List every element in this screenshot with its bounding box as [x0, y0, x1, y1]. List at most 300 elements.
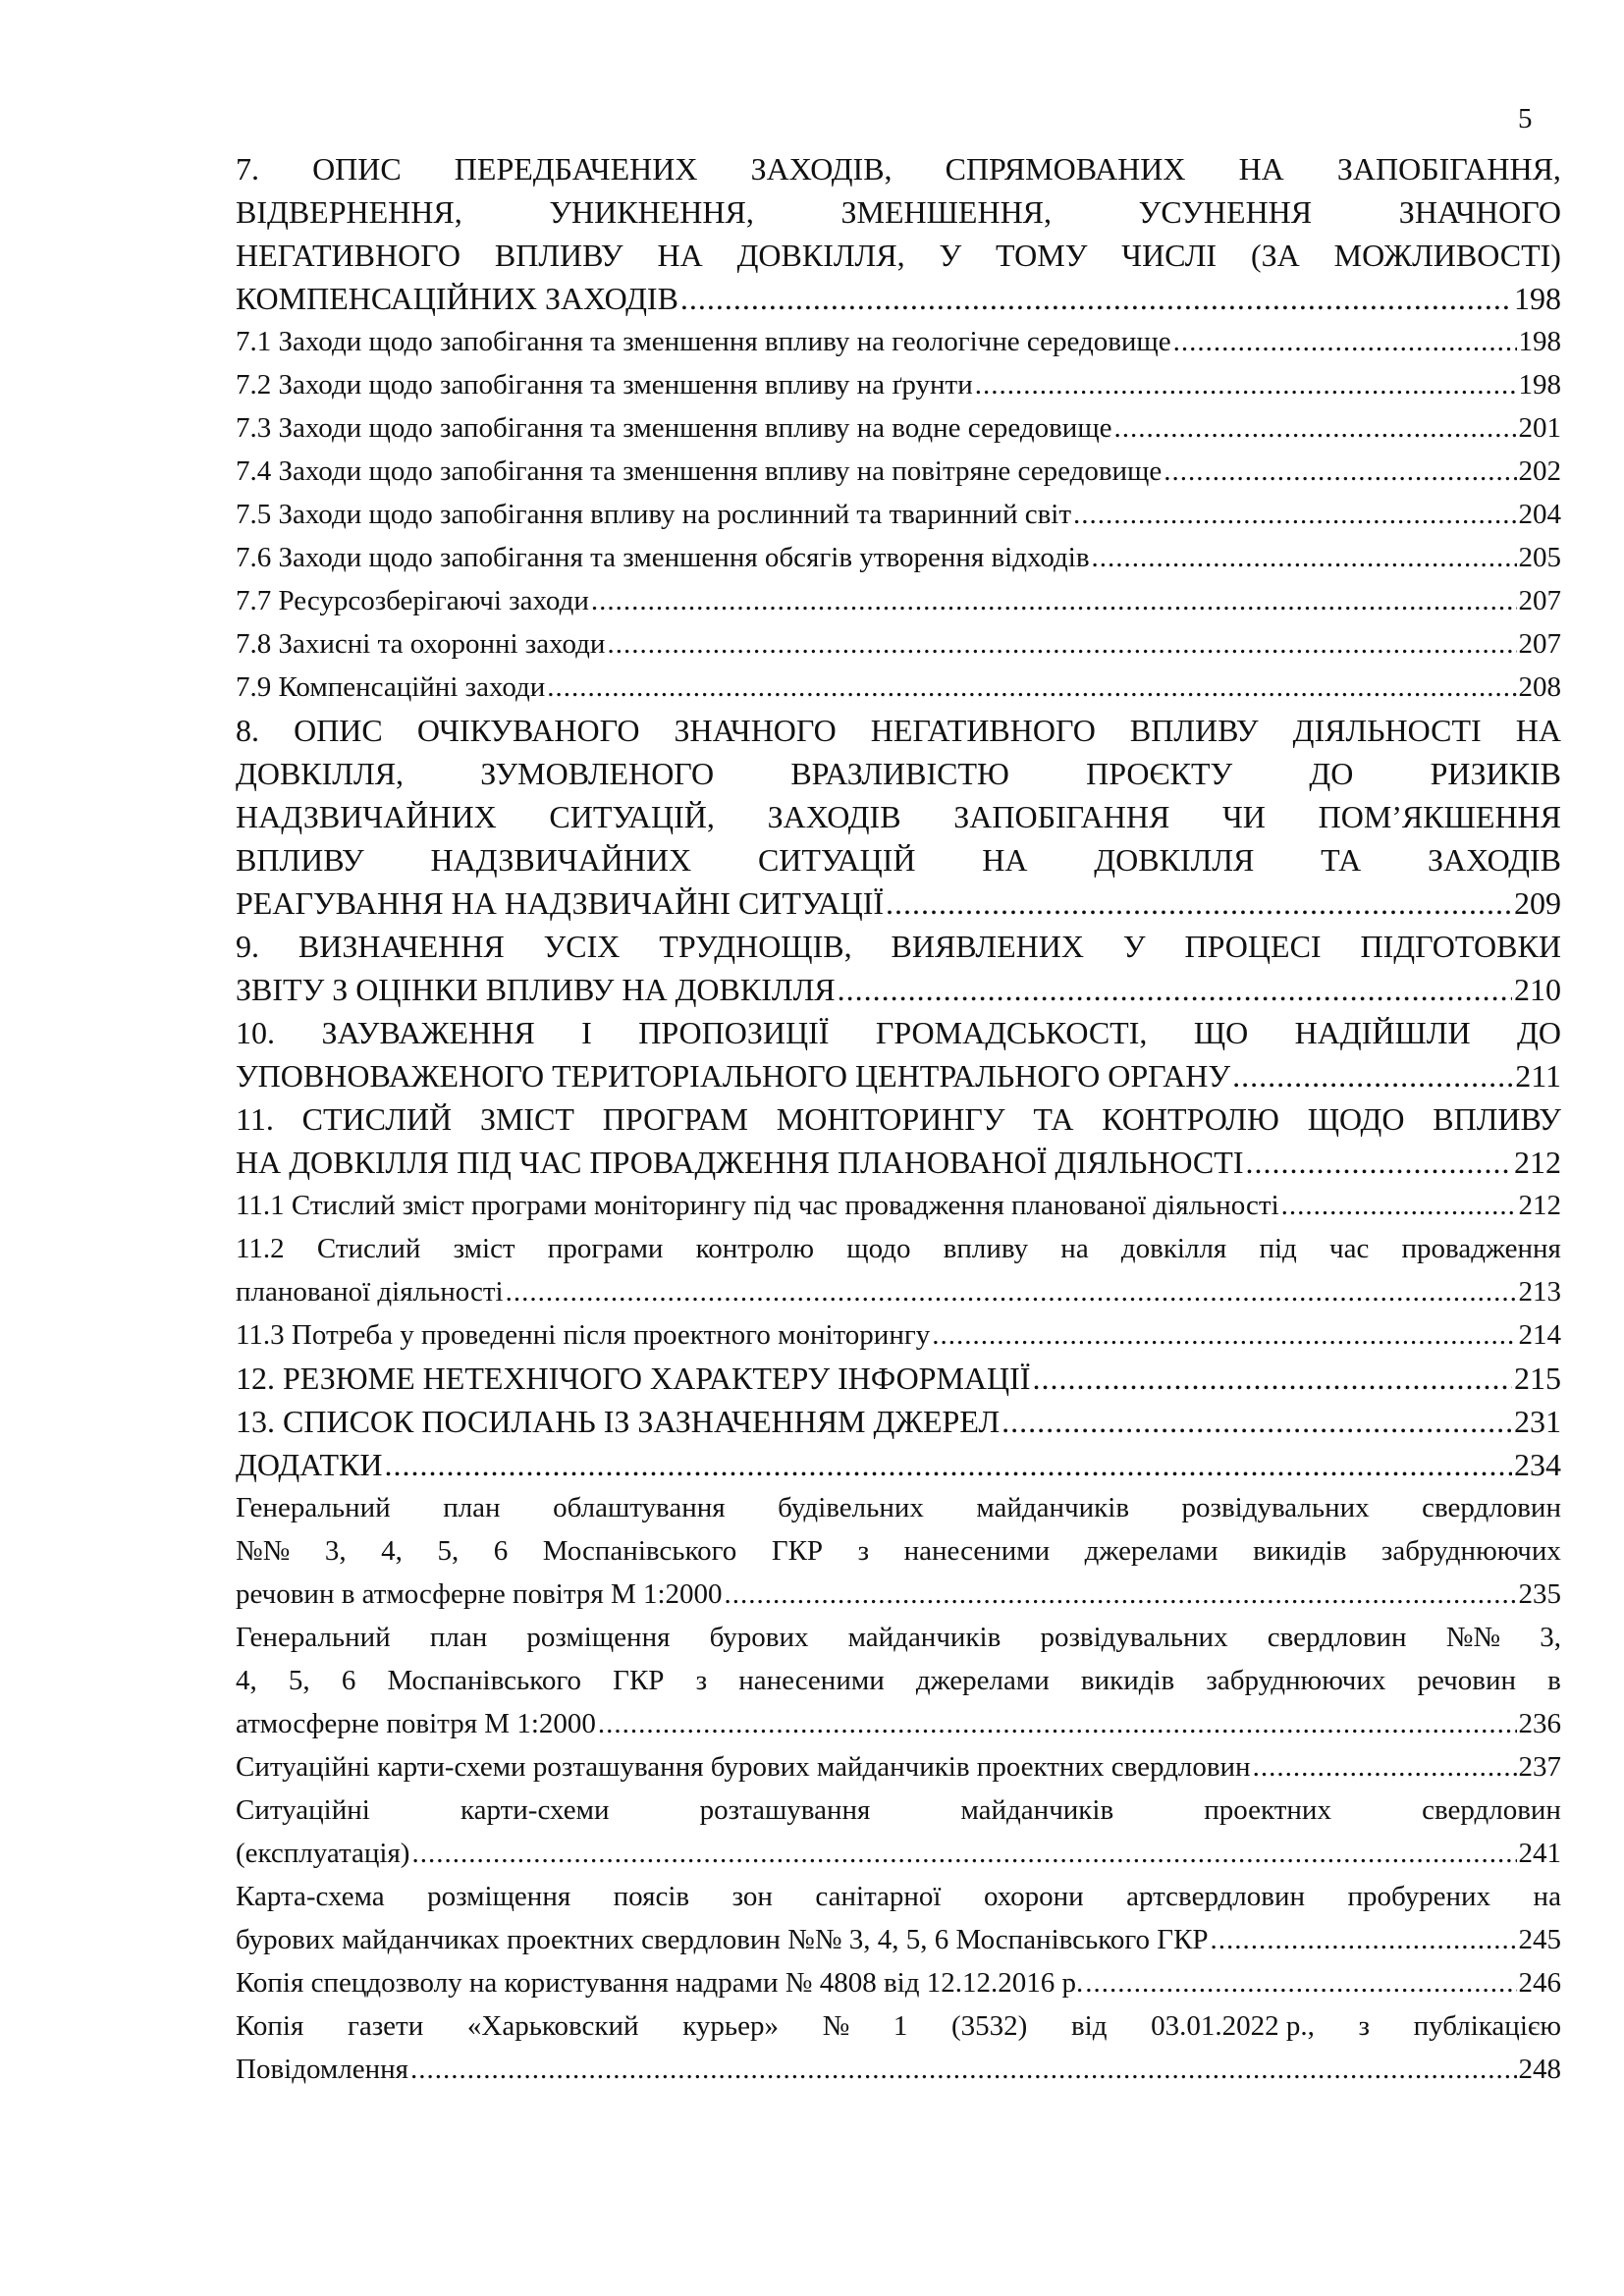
- toc-word: ЗАПОБІГАННЯ,: [1336, 151, 1561, 187]
- toc-word: СИТУАЦІЙ: [757, 842, 916, 878]
- toc-word: курьер»: [682, 2010, 779, 2042]
- dot-leader: [1092, 536, 1517, 579]
- toc-word: ПРОПОЗИЦІЇ: [638, 1015, 830, 1050]
- toc-word: Моспанівського: [542, 1535, 737, 1567]
- toc-entry-title: 7.5 Заходи щодо запобігання впливу на рослинний та тваринний світ: [236, 499, 1072, 530]
- toc-word: 3,: [1540, 1622, 1561, 1653]
- toc-entry-last-line: [236, 666, 1561, 709]
- toc-page-number: 198: [1518, 369, 1561, 400]
- toc-word: бурових: [709, 1622, 809, 1653]
- toc-word: ДО: [1517, 1015, 1561, 1050]
- dot-leader: [1032, 1357, 1512, 1400]
- toc-entry-last-line: [236, 277, 1561, 320]
- toc-entry-line: [236, 1875, 1561, 1918]
- toc-page-number: 209: [1514, 885, 1561, 921]
- toc-word: план: [429, 1622, 488, 1653]
- toc-word: розвідувальних: [1181, 1492, 1370, 1523]
- toc-word: майданчиків: [960, 1794, 1114, 1826]
- toc-word: ЗАУВАЖЕННЯ: [321, 1015, 535, 1050]
- dot-leader: [1232, 1054, 1513, 1097]
- toc-entry-last-line: [236, 1745, 1561, 1789]
- toc-entry-line: [236, 1616, 1561, 1659]
- toc-page-number: 212: [1514, 1145, 1561, 1180]
- toc-page-number: 214: [1518, 1319, 1561, 1351]
- dot-leader: [384, 1443, 1512, 1486]
- toc-word: майданчиків: [847, 1622, 1001, 1653]
- toc-word: НА: [1515, 713, 1561, 748]
- toc-word: 9.: [236, 929, 259, 964]
- toc-word: ВПЛИВУ: [236, 842, 364, 878]
- dot-leader: [411, 1832, 1516, 1875]
- toc-word: ПЕРЕДБАЧЕНИХ: [454, 151, 698, 187]
- toc-entry-line: [236, 838, 1561, 881]
- toc-entry-title: атмосферне повітря М 1:2000: [236, 1708, 596, 1739]
- toc-page-number: 198: [1518, 326, 1561, 357]
- toc-word: ТОМУ: [996, 238, 1088, 273]
- toc-word: Копія: [236, 2010, 304, 2042]
- page-number: 5: [1518, 103, 1533, 134]
- dot-leader: [1164, 450, 1516, 493]
- toc-word: НА: [982, 842, 1028, 878]
- toc-word: ОПИС: [294, 713, 383, 748]
- toc-entry-line: [236, 752, 1561, 795]
- toc-word: ВІДВЕРНЕННЯ,: [236, 194, 462, 230]
- toc-word: речовин: [1417, 1665, 1516, 1696]
- toc-word: 03.01.2022 р.,: [1151, 2010, 1315, 2042]
- toc-entry-last-line: [236, 536, 1561, 579]
- toc-word: поясів: [613, 1881, 690, 1912]
- toc-word: Карта-схема: [236, 1881, 385, 1912]
- toc-word: НЕГАТИВНОГО: [236, 238, 460, 273]
- toc-word: У: [939, 238, 962, 273]
- toc-word: з: [1358, 2010, 1370, 2042]
- toc-word: НАДЗВИЧАЙНИХ: [430, 842, 692, 878]
- toc-word: (3532): [951, 2010, 1028, 2042]
- toc-entry: [236, 320, 1561, 363]
- toc-word: ДО: [1309, 756, 1354, 791]
- toc-word: СИТУАЦІЙ,: [549, 799, 715, 834]
- toc-entry: [236, 450, 1561, 493]
- toc-word: ЗАХОДІВ: [1427, 842, 1561, 878]
- toc-word: ВПЛИВУ: [494, 238, 623, 273]
- toc-entry: [236, 1616, 1561, 1745]
- toc-word: НАДЗВИЧАЙНИХ: [236, 799, 497, 834]
- toc-word: ЗНАЧНОГО: [674, 713, 837, 748]
- toc-word: ОПИС: [312, 151, 402, 187]
- toc-word: 10.: [236, 1015, 275, 1050]
- toc-word: забруднюючих: [1380, 1535, 1561, 1567]
- toc-word: від: [1070, 2010, 1108, 2042]
- toc-page-number: 241: [1518, 1838, 1561, 1869]
- toc-entry: [236, 579, 1561, 622]
- toc-word: ВИЗНАЧЕННЯ: [298, 929, 505, 964]
- toc-page-number: 210: [1514, 972, 1561, 1007]
- toc-entry: [236, 1011, 1561, 1097]
- toc-word: №: [822, 2010, 850, 2042]
- toc-entry: [236, 1745, 1561, 1789]
- toc-word: 6: [493, 1535, 509, 1567]
- toc-entry-last-line: [236, 1141, 1561, 1184]
- toc-entry: [236, 147, 1561, 320]
- toc-page-number: 205: [1518, 542, 1561, 573]
- toc-word: з: [857, 1535, 870, 1567]
- toc-word: 11.2: [236, 1233, 285, 1264]
- toc-word: артсвердловин: [1126, 1881, 1306, 1912]
- toc-word: ГКР: [771, 1535, 824, 1567]
- toc-word: МОЖЛИВОСТІ): [1333, 238, 1561, 273]
- toc-page-number: 204: [1518, 499, 1561, 530]
- toc-entry-title: ДОДАТКИ: [236, 1447, 383, 1482]
- toc-entry-title: Повідомлення: [236, 2054, 408, 2085]
- toc-word: провадження: [1401, 1233, 1561, 1264]
- toc-entry-title: 12. РЕЗЮМЕ НЕТЕХНІЧОГО ХАРАКТЕРУ ІНФОРМАЦІЇ: [236, 1361, 1031, 1396]
- dot-leader: [547, 666, 1516, 709]
- toc-word: СПРЯМОВАНИХ: [945, 151, 1186, 187]
- toc-word: ВПЛИВУ: [1129, 713, 1259, 748]
- toc-word: 6: [341, 1665, 356, 1696]
- toc-entry: [236, 406, 1561, 450]
- toc-word: програми: [547, 1233, 664, 1264]
- toc-word: НЕГАТИВНОГО: [870, 713, 1096, 748]
- toc-page-number: 198: [1514, 281, 1561, 316]
- toc-word: викидів: [1080, 1665, 1175, 1696]
- toc-word: джерелами: [1084, 1535, 1218, 1567]
- toc-entry-last-line: [236, 1270, 1561, 1313]
- dot-leader: [725, 1573, 1517, 1616]
- toc-word: джерелами: [915, 1665, 1050, 1696]
- toc-entry: [236, 1313, 1561, 1357]
- toc-page-number: 207: [1518, 585, 1561, 616]
- dot-leader: [838, 968, 1512, 1011]
- toc-word: 4,: [381, 1535, 403, 1567]
- dot-leader: [932, 1313, 1516, 1357]
- dot-leader: [1211, 1918, 1517, 1961]
- toc-word: контролю: [695, 1233, 815, 1264]
- toc-entry: [236, 1789, 1561, 1875]
- toc-word: ЗАХОДІВ,: [750, 151, 893, 187]
- toc-word: НАДІЙШЛИ: [1294, 1015, 1471, 1050]
- toc-word: нанесеними: [738, 1665, 885, 1696]
- toc-entry-last-line: [236, 1184, 1561, 1227]
- toc-word: довкілля: [1120, 1233, 1227, 1264]
- toc-entry-title: 11.1 Стислий зміст програми моніторингу під час провадження планованої діяльності: [236, 1190, 1279, 1221]
- toc-page-number: 201: [1518, 412, 1561, 444]
- toc-word: №№: [236, 1535, 291, 1567]
- dot-leader: [1245, 1141, 1512, 1184]
- toc-entry: [236, 925, 1561, 1011]
- toc-page-number: 248: [1518, 2054, 1561, 2085]
- toc-entry-last-line: [236, 968, 1561, 1011]
- toc-word: Ситуаційні: [236, 1794, 370, 1826]
- toc-word: ЗАХОДІВ: [767, 799, 901, 834]
- toc-page-number: 213: [1518, 1276, 1561, 1308]
- toc-page-number: 202: [1518, 455, 1561, 487]
- toc-entry-last-line: [236, 320, 1561, 363]
- toc-word: «Харьковский: [466, 2010, 639, 2042]
- dot-leader: [506, 1270, 1517, 1313]
- toc-entry-line: [236, 1486, 1561, 1529]
- toc-entry: [236, 709, 1561, 925]
- dot-leader: [1253, 1745, 1517, 1789]
- toc-word: проектних: [1204, 1794, 1331, 1826]
- dot-leader: [591, 579, 1517, 622]
- toc-word: ЩОДО: [1307, 1101, 1405, 1137]
- toc-word: викидів: [1253, 1535, 1347, 1567]
- toc-entry-title: 7.2 Заходи щодо запобігання та зменшення впливу на ґрунти: [236, 369, 973, 400]
- toc-word: ДОВКІЛЛЯ,: [236, 756, 405, 791]
- toc-word: КОНТРОЛЮ: [1102, 1101, 1279, 1137]
- toc-entry-line: [236, 1097, 1561, 1141]
- toc-word: ЗМІСТ: [479, 1101, 574, 1137]
- toc-entry-last-line: [236, 1443, 1561, 1486]
- toc-entry: [236, 1486, 1561, 1616]
- toc-word: свердловин: [1267, 1622, 1407, 1653]
- toc-word: ТА: [1321, 842, 1362, 878]
- dot-leader: [886, 881, 1512, 925]
- table-of-contents: [236, 147, 1561, 2091]
- dot-leader: [1085, 1961, 1516, 2004]
- toc-word: ЗУМОВЛЕНОГО: [480, 756, 715, 791]
- toc-entry-last-line: [236, 363, 1561, 406]
- toc-word: ТА: [1033, 1101, 1074, 1137]
- toc-entry-line: [236, 1011, 1561, 1054]
- toc-entry: [236, 1400, 1561, 1443]
- toc-entry-title: РЕАГУВАННЯ НА НАДЗВИЧАЙНІ СИТУАЦІЇ: [236, 885, 885, 921]
- toc-word: 1: [893, 2010, 908, 2042]
- toc-word: Моспанівського: [387, 1665, 582, 1696]
- toc-page-number: 211: [1515, 1058, 1561, 1094]
- toc-entry: [236, 536, 1561, 579]
- toc-word: свердловин: [1422, 1492, 1561, 1523]
- toc-word: ВПЛИВУ: [1433, 1101, 1561, 1137]
- toc-page-number: 234: [1514, 1447, 1561, 1482]
- toc-entry-title: 7.4 Заходи щодо запобігання та зменшення впливу на повітряне середовище: [236, 455, 1163, 487]
- toc-entry-last-line: [236, 1357, 1561, 1400]
- toc-entry-last-line: [236, 881, 1561, 925]
- toc-page-number: 245: [1518, 1924, 1561, 1955]
- toc-entry-title: 7.6 Заходи щодо запобігання та зменшення обсягів утворення відходів: [236, 542, 1090, 573]
- toc-entry: [236, 1443, 1561, 1486]
- toc-entry-title: речовин в атмосферне повітря М 1:2000: [236, 1578, 723, 1610]
- toc-word: УНИКНЕННЯ,: [549, 194, 754, 230]
- toc-entry-last-line: [236, 1313, 1561, 1357]
- toc-entry-title: (експлуатація): [236, 1838, 410, 1869]
- toc-page-number: 212: [1518, 1190, 1561, 1221]
- toc-word: будівельних: [778, 1492, 924, 1523]
- toc-word: розміщення: [526, 1622, 671, 1653]
- dot-leader: [1173, 320, 1517, 363]
- toc-entry-last-line: [236, 1702, 1561, 1745]
- toc-entry-last-line: [236, 1054, 1561, 1097]
- toc-page-number: 215: [1514, 1361, 1561, 1396]
- toc-entry-title: 7.8 Захисні та охоронні заходи: [236, 628, 606, 660]
- toc-word: Генеральний: [236, 1492, 391, 1523]
- toc-word: ДОВКІЛЛЯ,: [736, 238, 905, 273]
- toc-word: ПРОЄКТУ: [1086, 756, 1233, 791]
- toc-entry: [236, 493, 1561, 536]
- dot-leader: [1281, 1184, 1517, 1227]
- toc-entry-last-line: [236, 450, 1561, 493]
- toc-page-number: 208: [1518, 671, 1561, 703]
- toc-entry-title: НА ДОВКІЛЛЯ ПІД ЧАС ПРОВАДЖЕННЯ ПЛАНОВАНОЇ ДІЯЛЬНОСТІ: [236, 1145, 1244, 1180]
- toc-word: 7.: [236, 151, 259, 187]
- toc-word: ТРУДНОЩІВ,: [659, 929, 852, 964]
- toc-word: 5,: [437, 1535, 460, 1567]
- toc-word: РИЗИКІВ: [1430, 756, 1561, 791]
- toc-word: з: [695, 1665, 708, 1696]
- toc-page-number: 236: [1518, 1708, 1561, 1739]
- toc-entry-line: [236, 1789, 1561, 1832]
- toc-word: Стислий: [316, 1233, 421, 1264]
- toc-entry: [236, 622, 1561, 666]
- toc-word: 5,: [288, 1665, 310, 1696]
- toc-word: УСІХ: [543, 929, 621, 964]
- toc-entry: [236, 1961, 1561, 2004]
- toc-word: під: [1259, 1233, 1297, 1264]
- toc-page-number: 246: [1518, 1967, 1561, 1999]
- toc-entry-title: планованої діяльності: [236, 1276, 504, 1308]
- toc-page-number: 207: [1518, 628, 1561, 660]
- toc-entry-line: [236, 1659, 1561, 1702]
- toc-word: ВРАЗЛИВІСТЮ: [790, 756, 1009, 791]
- toc-word: розташування: [699, 1794, 871, 1826]
- toc-entry-title: Ситуаційні карти-схеми розташування бурових майданчиків проектних свердловин: [236, 1751, 1251, 1783]
- toc-entry-title: 7.7 Ресурсозберігаючі заходи: [236, 585, 589, 616]
- dot-leader: [598, 1702, 1517, 1745]
- toc-word: ЗМЕНШЕННЯ,: [840, 194, 1053, 230]
- toc-word: на: [1060, 1233, 1089, 1264]
- toc-word: 4,: [236, 1665, 257, 1696]
- toc-word: УСУНЕННЯ: [1138, 194, 1313, 230]
- toc-word: зон: [731, 1881, 773, 1912]
- toc-word: ДІЯЛЬНОСТІ: [1292, 713, 1482, 748]
- toc-word: нанесеними: [903, 1535, 1051, 1567]
- toc-word: НА: [657, 238, 703, 273]
- toc-word: СТИСЛИЙ: [301, 1101, 453, 1137]
- toc-entry: [236, 1875, 1561, 1961]
- toc-entry-last-line: [236, 1961, 1561, 2004]
- toc-entry-line: [236, 925, 1561, 968]
- toc-entry-title: Копія спецдозволу на користування надрами № 4808 від 12.12.2016 р.: [236, 1967, 1084, 1999]
- toc-word: Генеральний: [236, 1622, 391, 1653]
- dot-leader: [1073, 493, 1516, 536]
- toc-word: ГКР: [613, 1665, 665, 1696]
- toc-entry: [236, 666, 1561, 709]
- toc-word: санітарної: [815, 1881, 942, 1912]
- dot-leader: [1114, 406, 1517, 450]
- toc-entry-title: ЗВІТУ З ОЦІНКИ ВПЛИВУ НА ДОВКІЛЛЯ: [236, 972, 836, 1007]
- toc-word: НА: [1238, 151, 1284, 187]
- toc-entry-last-line: [236, 1573, 1561, 1616]
- toc-word: час: [1329, 1233, 1370, 1264]
- toc-entry-last-line: [236, 579, 1561, 622]
- toc-entry-title: 7.1 Заходи щодо запобігання та зменшення впливу на геологічне середовище: [236, 326, 1171, 357]
- toc-word: на: [1533, 1881, 1561, 1912]
- toc-entry-title: 7.3 Заходи щодо запобігання та зменшення впливу на водне середовище: [236, 412, 1112, 444]
- toc-word: свердловин: [1422, 1794, 1561, 1826]
- toc-word: ВИЯВЛЕНИХ: [891, 929, 1084, 964]
- toc-entry-title: 11.3 Потреба у проведенні після проектного моніторингу: [236, 1319, 931, 1351]
- toc-page-number: 235: [1518, 1578, 1561, 1610]
- toc-word: зміст: [453, 1233, 515, 1264]
- toc-word: охорони: [983, 1881, 1084, 1912]
- toc-word: МОНІТОРИНГУ: [776, 1101, 1005, 1137]
- toc-entry-title: бурових майданчиках проектних свердловин №№ 3, 4, 5, 6 Моспанівського ГКР: [236, 1924, 1209, 1955]
- toc-word: ЗНАЧНОГО: [1398, 194, 1561, 230]
- toc-word: розміщення: [427, 1881, 571, 1912]
- toc-entry-last-line: [236, 406, 1561, 450]
- toc-entry: [236, 2004, 1561, 2091]
- toc-entry-line: [236, 1529, 1561, 1573]
- toc-word: розвідувальних: [1040, 1622, 1228, 1653]
- toc-entry: [236, 1227, 1561, 1313]
- toc-word: ЗАПОБІГАННЯ: [953, 799, 1170, 834]
- toc-word: пробурених: [1347, 1881, 1491, 1912]
- toc-word: карти-схеми: [460, 1794, 610, 1826]
- toc-word: ГРОМАДСЬКОСТІ,: [875, 1015, 1148, 1050]
- toc-entry-line: [236, 795, 1561, 838]
- toc-entry-line: [236, 1227, 1561, 1270]
- toc-entry-line: [236, 147, 1561, 190]
- toc-entry: [236, 1097, 1561, 1184]
- toc-entry-title: КОМПЕНСАЦІЙНИХ ЗАХОДІВ: [236, 281, 678, 316]
- dot-leader: [680, 277, 1512, 320]
- toc-word: ЧИСЛІ: [1121, 238, 1218, 273]
- toc-word: ДОВКІЛЛЯ: [1094, 842, 1255, 878]
- toc-word: №№: [1445, 1622, 1501, 1653]
- toc-word: майданчиків: [976, 1492, 1130, 1523]
- dot-leader: [607, 622, 1516, 666]
- toc-entry-last-line: [236, 2048, 1561, 2091]
- toc-word: 11.: [236, 1101, 274, 1137]
- toc-word: ПОМ’ЯКШЕННЯ: [1318, 799, 1561, 834]
- toc-word: У: [1122, 929, 1146, 964]
- toc-entry-title: УПОВНОВАЖЕНОГО ТЕРИТОРІАЛЬНОГО ЦЕНТРАЛЬНОГО ОРГАНУ: [236, 1058, 1231, 1094]
- toc-word: щодо: [846, 1233, 911, 1264]
- toc-word: публікацією: [1413, 2010, 1561, 2042]
- toc-word: ПІДГОТОВКИ: [1360, 929, 1561, 964]
- dot-leader: [975, 363, 1517, 406]
- toc-entry-line: [236, 234, 1561, 277]
- toc-word: 3,: [324, 1535, 347, 1567]
- toc-entry-last-line: [236, 493, 1561, 536]
- toc-word: забруднюючих: [1206, 1665, 1386, 1696]
- toc-entry-title: 7.9 Компенсаційні заходи: [236, 671, 546, 703]
- toc-word: ЩО: [1193, 1015, 1249, 1050]
- toc-word: (ЗА: [1250, 238, 1300, 273]
- toc-entry-line: [236, 2004, 1561, 2048]
- toc-entry-last-line: [236, 622, 1561, 666]
- toc-entry-last-line: [236, 1400, 1561, 1443]
- toc-entry-line: [236, 709, 1561, 752]
- toc-entry: [236, 363, 1561, 406]
- toc-entry-last-line: [236, 1832, 1561, 1875]
- toc-word: план: [443, 1492, 501, 1523]
- toc-page-number: 231: [1514, 1404, 1561, 1439]
- toc-entry-title: 13. СПИСОК ПОСИЛАНЬ ІЗ ЗАЗНАЧЕННЯМ ДЖЕРЕЛ: [236, 1404, 1001, 1439]
- toc-word: впливу: [943, 1233, 1029, 1264]
- toc-word: ПРОЦЕСІ: [1184, 929, 1322, 964]
- toc-entry-last-line: [236, 1918, 1561, 1961]
- toc-word: ОЧІКУВАНОГО: [416, 713, 640, 748]
- toc-entry-line: [236, 190, 1561, 234]
- toc-word: облаштування: [553, 1492, 726, 1523]
- toc-word: І: [581, 1015, 592, 1050]
- toc-word: газети: [347, 2010, 424, 2042]
- dot-leader: [410, 2048, 1517, 2091]
- toc-word: ЧИ: [1222, 799, 1266, 834]
- toc-word: 8.: [236, 713, 259, 748]
